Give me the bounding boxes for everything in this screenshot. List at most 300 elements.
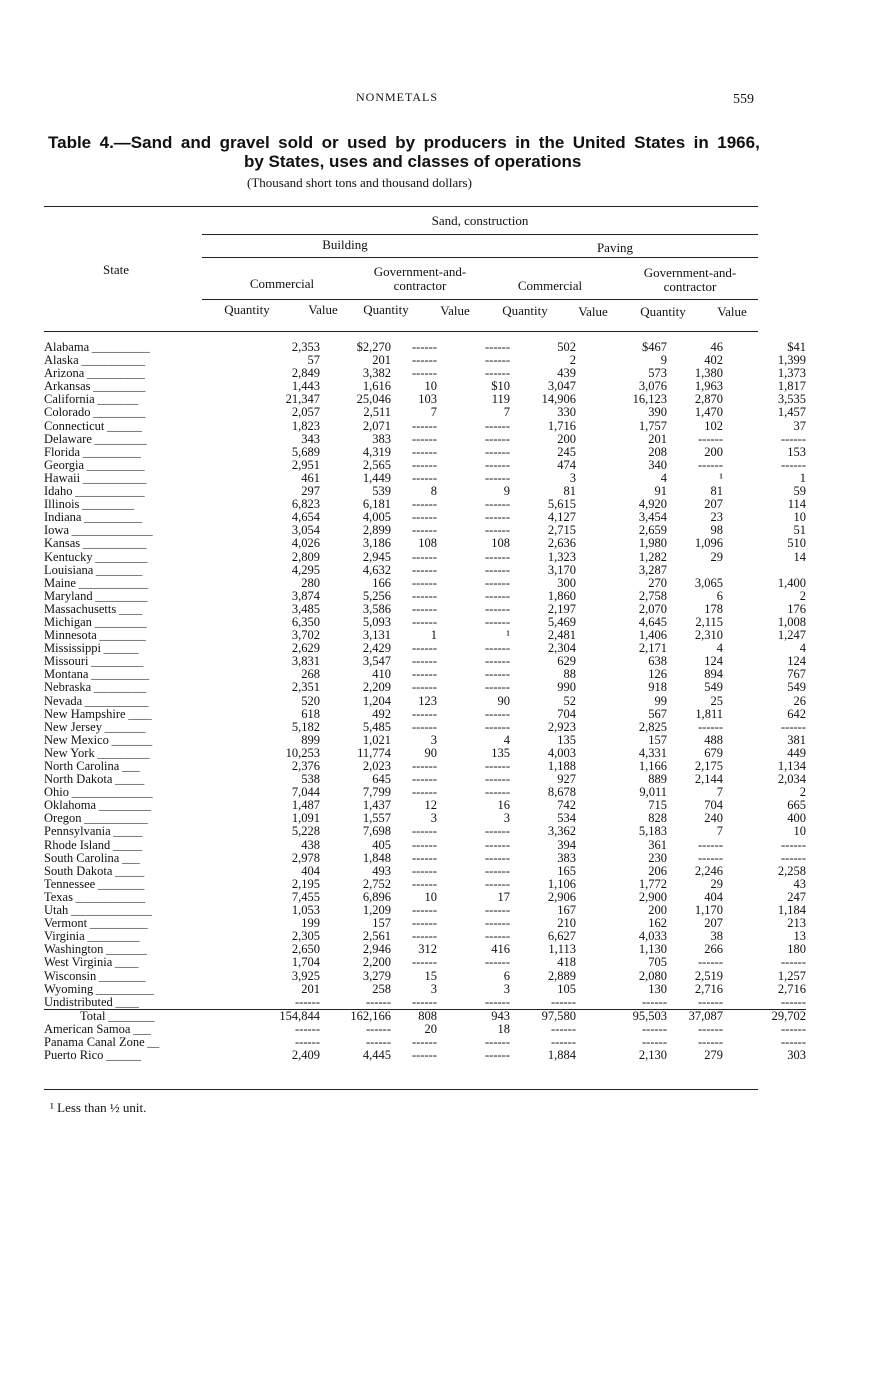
table-row bbox=[44, 734, 806, 747]
cell-col-7: 1,134 bbox=[777, 760, 806, 773]
cell-col-5: 1,130 bbox=[638, 943, 667, 957]
leader-dots: _________ bbox=[88, 655, 143, 669]
table-row bbox=[44, 472, 806, 485]
page-number: 559 bbox=[733, 92, 754, 107]
cell-col-5: 4,645 bbox=[638, 615, 667, 629]
cell-col-6: 7 bbox=[716, 786, 723, 800]
cell-col-3: 119 bbox=[491, 393, 510, 407]
state-label: Maine bbox=[44, 576, 76, 590]
state-label: Arkansas bbox=[44, 380, 91, 394]
cell-col-4: 300 bbox=[557, 576, 576, 590]
cell-col-0: ------ bbox=[295, 995, 320, 1009]
leader-dots: ___ bbox=[119, 851, 140, 865]
cell-col-7: 10 bbox=[793, 825, 806, 839]
table-row bbox=[44, 393, 806, 406]
cell-col-2: 12 bbox=[424, 799, 437, 813]
cell-col-3: 135 bbox=[491, 746, 510, 760]
cell-col-4: 704 bbox=[557, 707, 576, 721]
table-row bbox=[44, 996, 806, 1010]
cell-col-0: 154,844 bbox=[201, 1009, 320, 1023]
cell-col-2: ------ bbox=[412, 615, 437, 629]
state-name bbox=[44, 472, 201, 485]
state-label: Georgia bbox=[44, 458, 85, 472]
table-body bbox=[44, 341, 806, 1062]
cell-col-3: 7 bbox=[503, 406, 510, 420]
gov-line-2: contractor bbox=[663, 279, 717, 294]
cell-col-3: ------ bbox=[485, 707, 510, 721]
cell-col-5: 3,076 bbox=[638, 380, 667, 394]
leader-dots: __________ bbox=[84, 458, 145, 472]
cell-col-5: 9,011 bbox=[639, 786, 667, 800]
cell-col-5: 130 bbox=[648, 982, 667, 996]
cell-col-3: ------ bbox=[485, 838, 510, 852]
cell-col-6: 2,519 bbox=[694, 969, 723, 983]
leader-dots: ____ bbox=[116, 602, 142, 616]
title-word: in bbox=[693, 133, 709, 152]
state-name bbox=[44, 721, 201, 734]
cell-col-3: ------ bbox=[485, 877, 510, 891]
state-label: Nebraska bbox=[44, 681, 92, 695]
cell-col-6: 894 bbox=[704, 668, 723, 682]
header-building-government bbox=[350, 265, 490, 293]
cell-col-5: 1,406 bbox=[638, 629, 667, 643]
cell-col-5: 918 bbox=[648, 681, 667, 695]
cell-col-2: ------ bbox=[412, 367, 437, 381]
cell-col-1: 2,945 bbox=[362, 550, 391, 564]
cell-col-3: ------ bbox=[485, 773, 510, 787]
table-row bbox=[44, 537, 806, 550]
leader-dots: __________ bbox=[88, 668, 149, 682]
cell-col-5: 638 bbox=[648, 655, 667, 669]
cell-col-2: 90 bbox=[424, 746, 437, 760]
state-name bbox=[44, 904, 201, 917]
cell-col-7: 1,457 bbox=[777, 406, 806, 420]
state-label: New Hampshire bbox=[44, 707, 126, 721]
cell-col-7: 26 bbox=[793, 694, 806, 708]
cell-col-2: 15 bbox=[424, 969, 437, 983]
cell-col-3: ------ bbox=[485, 576, 510, 590]
cell-col-1: 7,698 bbox=[362, 825, 391, 839]
cell-col-7: 176 bbox=[787, 602, 806, 616]
cell-col-7: 767 bbox=[787, 668, 806, 682]
cell-col-3: ¹ bbox=[506, 629, 510, 643]
title-word: in bbox=[515, 133, 531, 152]
cell-col-7: 1,184 bbox=[777, 904, 806, 918]
state-name bbox=[44, 446, 201, 459]
leader-dots: __________ bbox=[81, 511, 142, 525]
state-label: West Virginia bbox=[44, 956, 113, 970]
leader-dots: ____ bbox=[112, 956, 138, 970]
state-name bbox=[44, 603, 201, 616]
table-row bbox=[44, 930, 806, 943]
cell-col-0: 6,823 bbox=[291, 498, 320, 512]
cell-col-3: ------ bbox=[485, 904, 510, 918]
cell-col-2: ------ bbox=[412, 720, 437, 734]
cell-col-4: 1,860 bbox=[547, 589, 576, 603]
leader-dots: _____ bbox=[110, 825, 143, 839]
state-label: Indiana bbox=[44, 511, 82, 525]
cell-col-2: ------ bbox=[412, 877, 437, 891]
cell-col-4: 3,170 bbox=[547, 563, 576, 577]
leader-dots: _________ bbox=[92, 550, 147, 564]
cell-col-6: 207 bbox=[704, 498, 723, 512]
cell-col-7: 180 bbox=[787, 943, 806, 957]
state-label: Oklahoma bbox=[44, 799, 97, 813]
state-label: Wyoming bbox=[44, 982, 94, 996]
leader-dots: ______________ bbox=[69, 524, 153, 538]
table-row bbox=[44, 420, 806, 433]
cell-col-7: 43 bbox=[793, 877, 806, 891]
leader-dots: __________ bbox=[93, 982, 154, 996]
cell-col-5: 715 bbox=[648, 799, 667, 813]
cell-col-7: 59 bbox=[793, 485, 806, 499]
cell-col-3: ------ bbox=[485, 458, 510, 472]
cell-col-4: 3,362 bbox=[547, 825, 576, 839]
cell-col-4: 1,113 bbox=[548, 943, 576, 957]
state-label: Kentucky bbox=[44, 550, 93, 564]
cell-col-2: 3 bbox=[430, 733, 437, 747]
cell-col-3: ------ bbox=[485, 825, 510, 839]
state-label: New York bbox=[44, 746, 95, 760]
cell-col-5: 1,772 bbox=[638, 877, 667, 891]
cell-col-0: 7,455 bbox=[291, 890, 320, 904]
table-row bbox=[44, 485, 806, 498]
cell-col-0: ------ bbox=[295, 1022, 320, 1036]
state-name bbox=[44, 380, 201, 393]
cell-col-1: 1,848 bbox=[362, 851, 391, 865]
cell-col-6: 38 bbox=[710, 930, 723, 944]
table-row bbox=[44, 446, 806, 459]
cell-col-7: 4 bbox=[799, 642, 806, 656]
cell-col-2: ------ bbox=[412, 760, 437, 773]
cell-col-4: ------ bbox=[551, 1035, 576, 1049]
cell-col-5: $467 bbox=[642, 341, 667, 354]
table-row bbox=[44, 564, 806, 577]
title-word: producers bbox=[423, 133, 507, 152]
table-row bbox=[44, 406, 806, 419]
state-name bbox=[44, 551, 201, 564]
cell-col-4: 742 bbox=[557, 799, 576, 813]
cell-col-2: 123 bbox=[418, 694, 437, 708]
title-word: used bbox=[347, 133, 387, 152]
cell-col-6: 2,310 bbox=[694, 629, 723, 643]
cell-col-3: ------ bbox=[485, 851, 510, 865]
cell-col-1: 1,616 bbox=[362, 380, 391, 394]
cell-col-7: ------ bbox=[781, 720, 806, 734]
cell-col-4: 2,636 bbox=[547, 537, 576, 551]
leader-dots: _________ bbox=[90, 380, 145, 394]
state-name bbox=[44, 734, 201, 747]
cell-col-7: $41 bbox=[787, 341, 806, 354]
state-label: Idaho bbox=[44, 485, 73, 499]
gov-line-1: Government-and- bbox=[373, 264, 467, 279]
cell-col-6: 25 bbox=[710, 694, 723, 708]
cell-col-4: 629 bbox=[557, 655, 576, 669]
leader-dots: _____ bbox=[112, 773, 144, 787]
cell-col-6: 679 bbox=[704, 746, 723, 760]
table-row bbox=[44, 786, 806, 799]
table-row bbox=[44, 367, 806, 380]
table-row bbox=[44, 642, 806, 655]
cell-col-7: 37 bbox=[793, 419, 806, 433]
cell-col-4: 2,481 bbox=[547, 629, 576, 643]
cell-col-5: 2,171 bbox=[638, 642, 667, 656]
cell-col-1: 4,445 bbox=[362, 1049, 391, 1063]
cell-col-0: 3,831 bbox=[291, 655, 320, 669]
rule-table-bottom bbox=[44, 1089, 758, 1090]
state-name bbox=[44, 760, 201, 773]
table-row bbox=[44, 943, 806, 956]
cell-col-6: 4 bbox=[716, 642, 723, 656]
leader-dots: ______________ bbox=[68, 904, 152, 918]
cell-col-6: 6 bbox=[716, 589, 723, 603]
cell-col-1: 5,093 bbox=[362, 615, 391, 629]
leader-dots: ____________ bbox=[72, 485, 145, 499]
state-name bbox=[44, 616, 201, 629]
cell-col-4: 2,715 bbox=[547, 524, 576, 538]
cell-col-5: 9 bbox=[660, 354, 667, 368]
cell-col-1: 258 bbox=[372, 982, 391, 996]
cell-col-3: 18 bbox=[497, 1022, 510, 1036]
leader-dots: ___________ bbox=[80, 471, 146, 485]
cell-col-1: ------ bbox=[366, 995, 391, 1009]
footnote: ¹ Less than ½ unit. bbox=[50, 1100, 147, 1115]
cell-col-0: 520 bbox=[301, 694, 320, 708]
cell-col-1: 493 bbox=[372, 864, 391, 878]
leader-dots: ___________ bbox=[81, 812, 148, 826]
cell-col-2: ------ bbox=[412, 419, 437, 433]
cell-col-1: 383 bbox=[372, 432, 391, 446]
state-name bbox=[44, 891, 201, 904]
cell-col-2: ------ bbox=[412, 681, 437, 695]
cell-col-4: 14,906 bbox=[541, 393, 576, 407]
title-line-1 bbox=[48, 133, 760, 152]
cell-col-0: 2,629 bbox=[291, 642, 320, 656]
cell-col-6: 46 bbox=[710, 341, 723, 354]
col-header-7: Value bbox=[717, 304, 747, 319]
cell-col-7: 381 bbox=[787, 733, 806, 747]
cell-col-5: 4,920 bbox=[638, 498, 667, 512]
cell-col-6: ------ bbox=[698, 432, 723, 446]
header-building-commercial: Commercial bbox=[249, 276, 315, 291]
cell-col-6: 29 bbox=[710, 877, 723, 891]
cell-col-5: 567 bbox=[648, 707, 667, 721]
cell-col-4: 135 bbox=[557, 733, 576, 747]
cell-col-1: 3,186 bbox=[362, 537, 391, 551]
cell-col-6: 704 bbox=[704, 799, 723, 813]
cell-col-1: 645 bbox=[372, 773, 391, 787]
cell-col-2: ------ bbox=[412, 498, 437, 512]
state-name bbox=[44, 393, 201, 406]
leader-dots: __________ bbox=[89, 341, 150, 354]
state-label: Connecticut bbox=[44, 419, 105, 433]
cell-col-3: 3 bbox=[503, 812, 510, 826]
title-word: Table bbox=[48, 133, 92, 152]
state-name bbox=[44, 655, 201, 668]
cell-col-4: 2,923 bbox=[547, 720, 576, 734]
cell-col-2: ------ bbox=[412, 445, 437, 459]
cell-col-7: 213 bbox=[787, 917, 806, 931]
state-label: Oregon bbox=[44, 812, 82, 826]
cell-col-3: 90 bbox=[497, 694, 510, 708]
cell-col-3: ------ bbox=[485, 917, 510, 931]
table-row bbox=[44, 865, 806, 878]
cell-col-0: 1,823 bbox=[291, 419, 320, 433]
leader-dots: ___ bbox=[119, 760, 140, 773]
state-name bbox=[44, 786, 201, 799]
leader-dots: _________ bbox=[92, 589, 147, 603]
cell-col-4: 383 bbox=[557, 851, 576, 865]
leader-dots: _________ bbox=[91, 432, 147, 446]
cell-col-7: 1,373 bbox=[777, 367, 806, 381]
cell-col-2: ------ bbox=[412, 930, 437, 944]
cell-col-2: ------ bbox=[412, 707, 437, 721]
cell-col-0: 2,849 bbox=[291, 367, 320, 381]
state-name bbox=[44, 577, 201, 590]
cell-col-5: 1,166 bbox=[638, 760, 667, 773]
cell-col-2: ------ bbox=[412, 995, 437, 1009]
cell-col-6: 98 bbox=[710, 524, 723, 538]
cell-col-6: 1,170 bbox=[694, 904, 723, 918]
cell-col-4: 990 bbox=[557, 681, 576, 695]
cell-col-3: ------ bbox=[485, 563, 510, 577]
cell-col-6: 207 bbox=[704, 917, 723, 931]
state-label: Undistributed bbox=[44, 995, 113, 1009]
table-row bbox=[44, 603, 806, 616]
cell-col-2: ------ bbox=[412, 655, 437, 669]
cell-col-0: 280 bbox=[301, 576, 320, 590]
cell-col-1: 4,632 bbox=[362, 563, 391, 577]
cell-col-0: 2,650 bbox=[291, 943, 320, 957]
cell-col-0: 4,295 bbox=[291, 563, 320, 577]
rule-header-bottom bbox=[44, 331, 758, 332]
cell-col-3: 4 bbox=[503, 733, 510, 747]
cell-col-0: 3,874 bbox=[291, 589, 320, 603]
cell-col-0: 4,654 bbox=[291, 511, 320, 525]
cell-col-5: 889 bbox=[648, 773, 667, 787]
cell-col-2: 3 bbox=[430, 982, 437, 996]
cell-col-5: 828 bbox=[648, 812, 667, 826]
table-row bbox=[44, 773, 806, 786]
state-label: South Carolina bbox=[44, 851, 120, 865]
cell-col-6: 2,870 bbox=[694, 393, 723, 407]
table-row bbox=[44, 590, 806, 603]
col-header-5: Value bbox=[578, 304, 608, 319]
cell-col-5: 162 bbox=[648, 917, 667, 931]
cell-col-3: ------ bbox=[485, 956, 510, 970]
state-label: Colorado bbox=[44, 406, 91, 420]
gov-line-1: Government-and- bbox=[643, 265, 737, 280]
cell-col-5: 3,454 bbox=[638, 511, 667, 525]
cell-col-7: 29,702 bbox=[739, 1009, 806, 1023]
cell-col-3: 9 bbox=[503, 485, 510, 499]
cell-col-6: ------ bbox=[698, 1022, 723, 1036]
state-name bbox=[44, 420, 201, 433]
state-name bbox=[44, 812, 201, 825]
cell-col-6: 124 bbox=[704, 655, 723, 669]
table-row bbox=[44, 1023, 806, 1036]
running-head: NONMETALS bbox=[356, 90, 439, 104]
cell-col-0: ------ bbox=[295, 1035, 320, 1049]
table-row bbox=[44, 878, 806, 891]
cell-col-5: 5,183 bbox=[638, 825, 667, 839]
cell-col-0: 1,487 bbox=[291, 799, 320, 813]
cell-col-7: 2 bbox=[799, 786, 806, 800]
cell-col-5: 126 bbox=[648, 668, 667, 682]
cell-col-3: ------ bbox=[485, 995, 510, 1009]
cell-col-0: 268 bbox=[301, 668, 320, 682]
cell-col-0: 404 bbox=[301, 864, 320, 878]
state-name bbox=[44, 956, 201, 969]
cell-col-3: $10 bbox=[491, 380, 510, 394]
cell-col-0: 5,182 bbox=[291, 720, 320, 734]
state-label: Louisiana bbox=[44, 563, 94, 577]
state-label: Maryland bbox=[44, 589, 93, 603]
leader-dots: ____________ bbox=[75, 576, 148, 590]
cell-col-4: 1,716 bbox=[547, 419, 576, 433]
cell-col-6: 200 bbox=[704, 445, 723, 459]
leader-dots: _______ bbox=[101, 720, 145, 734]
state-name bbox=[44, 629, 201, 642]
state-name bbox=[44, 341, 201, 354]
cell-col-3: 108 bbox=[491, 537, 510, 551]
cell-col-5: 361 bbox=[648, 838, 667, 852]
cell-col-6: 81 bbox=[710, 485, 723, 499]
state-label: Massachusetts bbox=[44, 602, 117, 616]
cell-col-7: 2 bbox=[799, 589, 806, 603]
cell-col-3: 416 bbox=[491, 943, 510, 957]
table-row bbox=[44, 917, 806, 930]
state-name bbox=[44, 852, 201, 865]
rule-subheads bbox=[202, 299, 758, 300]
header-state: State bbox=[103, 262, 129, 277]
cell-col-4: 3 bbox=[569, 471, 576, 485]
title-word: the bbox=[538, 133, 565, 152]
cell-col-7: 1,008 bbox=[777, 615, 806, 629]
cell-col-3: ------ bbox=[485, 668, 510, 682]
cell-col-1: 4,319 bbox=[362, 445, 391, 459]
leader-dots: ____ bbox=[125, 707, 152, 721]
cell-col-1: 2,946 bbox=[362, 943, 391, 957]
table-row bbox=[44, 983, 806, 996]
cell-col-5: 208 bbox=[648, 445, 667, 459]
state-name bbox=[44, 917, 201, 930]
cell-col-0: 5,228 bbox=[291, 825, 320, 839]
cell-col-1: 2,071 bbox=[362, 419, 391, 433]
cell-col-1: 6,181 bbox=[362, 498, 391, 512]
state-name bbox=[44, 930, 201, 943]
leader-dots: ____ bbox=[112, 995, 139, 1009]
leader-dots: ________ bbox=[95, 877, 144, 891]
cell-col-0: 2,376 bbox=[291, 760, 320, 773]
table-row bbox=[44, 681, 806, 694]
leader-dots: ___ bbox=[130, 1022, 151, 1036]
cell-col-2: ------ bbox=[412, 458, 437, 472]
table-title bbox=[48, 133, 760, 171]
cell-col-2: ------ bbox=[412, 904, 437, 918]
state-label: Kansas bbox=[44, 537, 81, 551]
cell-col-2: ------ bbox=[412, 563, 437, 577]
cell-col-4: 927 bbox=[557, 773, 576, 787]
cell-col-2: ------ bbox=[412, 341, 437, 354]
state-label: South Dakota bbox=[44, 864, 113, 878]
cell-col-3: ------ bbox=[485, 367, 510, 381]
cell-col-0: 2,951 bbox=[291, 458, 320, 472]
cell-col-1: 5,485 bbox=[362, 720, 391, 734]
cell-col-2: 1 bbox=[430, 629, 437, 643]
table-row bbox=[44, 433, 806, 446]
state-label: Texas bbox=[44, 890, 73, 904]
